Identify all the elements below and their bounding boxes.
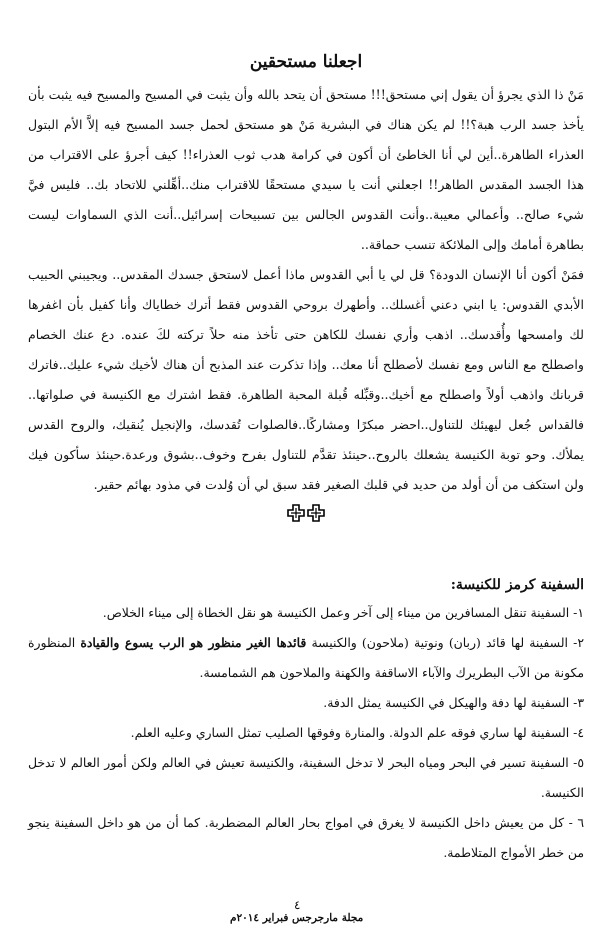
- list-number: ٣-: [573, 695, 584, 710]
- list-item: [28, 808, 584, 868]
- list-item: [28, 598, 584, 628]
- crosses-divider: [28, 504, 584, 528]
- list-number: ٤-: [573, 725, 584, 740]
- page-content: [28, 52, 584, 868]
- magazine-name: مجلة مارجرجس فبراير ٢٠١٤م: [230, 912, 364, 924]
- list-text: السفينة لها دفة والهيكل في الكنيسة يمثل الدفة.: [323, 695, 570, 710]
- list-text: السفينة لها قائد (ربان) ونوتية (ملاحون) والكنيسة: [311, 635, 568, 650]
- list-number: ٦ -: [568, 815, 584, 830]
- list-number: ٢-: [573, 635, 584, 650]
- list-item: [28, 628, 584, 688]
- list-number: ٥-: [573, 755, 584, 770]
- list-text-rest: المنظورة مكونة من الآب البطريرك والآباء الاساقفة والكهنة والملاحون هم الشمامسة.: [28, 635, 584, 680]
- list-text: السفينة تسير في البحر ومياه البحر لا تدخل السفينة، والكنيسة تعيش في العالم ولكن أمور العالم لا تدخل الكنيسة.: [28, 755, 584, 800]
- list-item: [28, 718, 584, 748]
- section-title: السفينة كرمز للكنيسة:: [450, 577, 584, 593]
- list-text-bold: قائدها الغير منظور هو الرب يسوع والقيادة: [80, 635, 307, 650]
- page-number: ٤: [294, 898, 301, 912]
- article-paragraph-1: مَنْ ذا الذي يجرؤ أن يقول إني مستحق!!! مستحق أن يتحد بالله وأن يثبت في المسيح والمسيح فيه يثبت بأن يأخذ جسد الرب هبة؟!! لم يكن هناك في البشرية مَنْ هو مستحق لحمل جسد المسيح فيه إلاَّ الأم البتول العذراء الطاهرة..أين لي أنا الخاطئ أن أكون في كرامة هدب ثوب العذراء!! كيف أجرؤ على الاقتراب من هذا الجسد المقدس الطاهر!! اجعلني أنت يا سيدي مستحقًا للاقتراب منك..أهِّلني للاتحاد بك.. فليس فيَّ شيء صالح.. وأعمالي معيبة..وأنت القدوس الجالس بين تسبيحات إسرائيل..أنت الذي السماوات ليست بطاهرة أمامك وإلى الملائكة تنسب حماقة..: [28, 87, 584, 252]
- cross-icon: [287, 504, 305, 522]
- article-paragraph-2: فمَنْ أكون أنا الإنسان الدودة؟ قل لي يا أبي القدوس ماذا أعمل لاستحق جسدك المقدس.. ويجيبني الحبيب الأبدي القدوس: يا ابني دعني أغسلك.. وأطهرك بروحي القدوس فقط أترك خطاياك وأنا كفيل بأن اغفرها لك وامسحها وأُقدسك.. اذهب وأري نفسك للكاهن حتى تأخذ منه حلاً تركته لكَ عنده. دع عنك الخصام واصطلح مع الناس ومع نفسك لأصطلح أنا معك.. وإذا تذكرت عند المذبح أن هناك لأخيك شيء عليك..فاترك قربانك واذهب أولاً واصطلح مع أخيك..وقبِّله قُبلة المحبة الطاهرة. فقط اشترك مع الكنيسة في صلواتها.. فالقداس جُعل ليهيئك للتناول..احضر مبكرًا ومشاركًا..فالصلوات تُقدسك، والإنجيل يُنقيك، والروح القدس يملأك. وحو توبة الكنيسة يشعلك بالروح..حينئذ تقدَّم للتناول بفرح وخوف..بشوق ورعدة.حينئذ سأكون فيك ولن استكف من أن أولد من حديد في قلبك الصغير فقد سبق لي أن وُلدت في مذود بهائم حقير.: [28, 267, 584, 492]
- list-item: [28, 748, 584, 808]
- list-item: [28, 688, 584, 718]
- list-number: ١-: [573, 605, 584, 620]
- list-text: السفينة تنقل المسافرين من ميناء إلى آخر وعمل الكنيسة هو نقل الخطاة إلى ميناء الخلاص.: [102, 605, 570, 620]
- cross-icon: [307, 504, 325, 522]
- list-text: كل من يعيش داخل الكنيسة لا يغرق في امواج بحار العالم المضطربة. كما أن من هو داخل السفينة ينجو من خطر الأمواج المتلاطمة.: [28, 815, 584, 860]
- article-title: اجعلنا مستحقين: [249, 52, 363, 72]
- list-text: السفينة لها ساري فوقه علم الدولة. والمنارة وفوقها الصليب تمثل الساري وعليه العلم.: [130, 725, 570, 740]
